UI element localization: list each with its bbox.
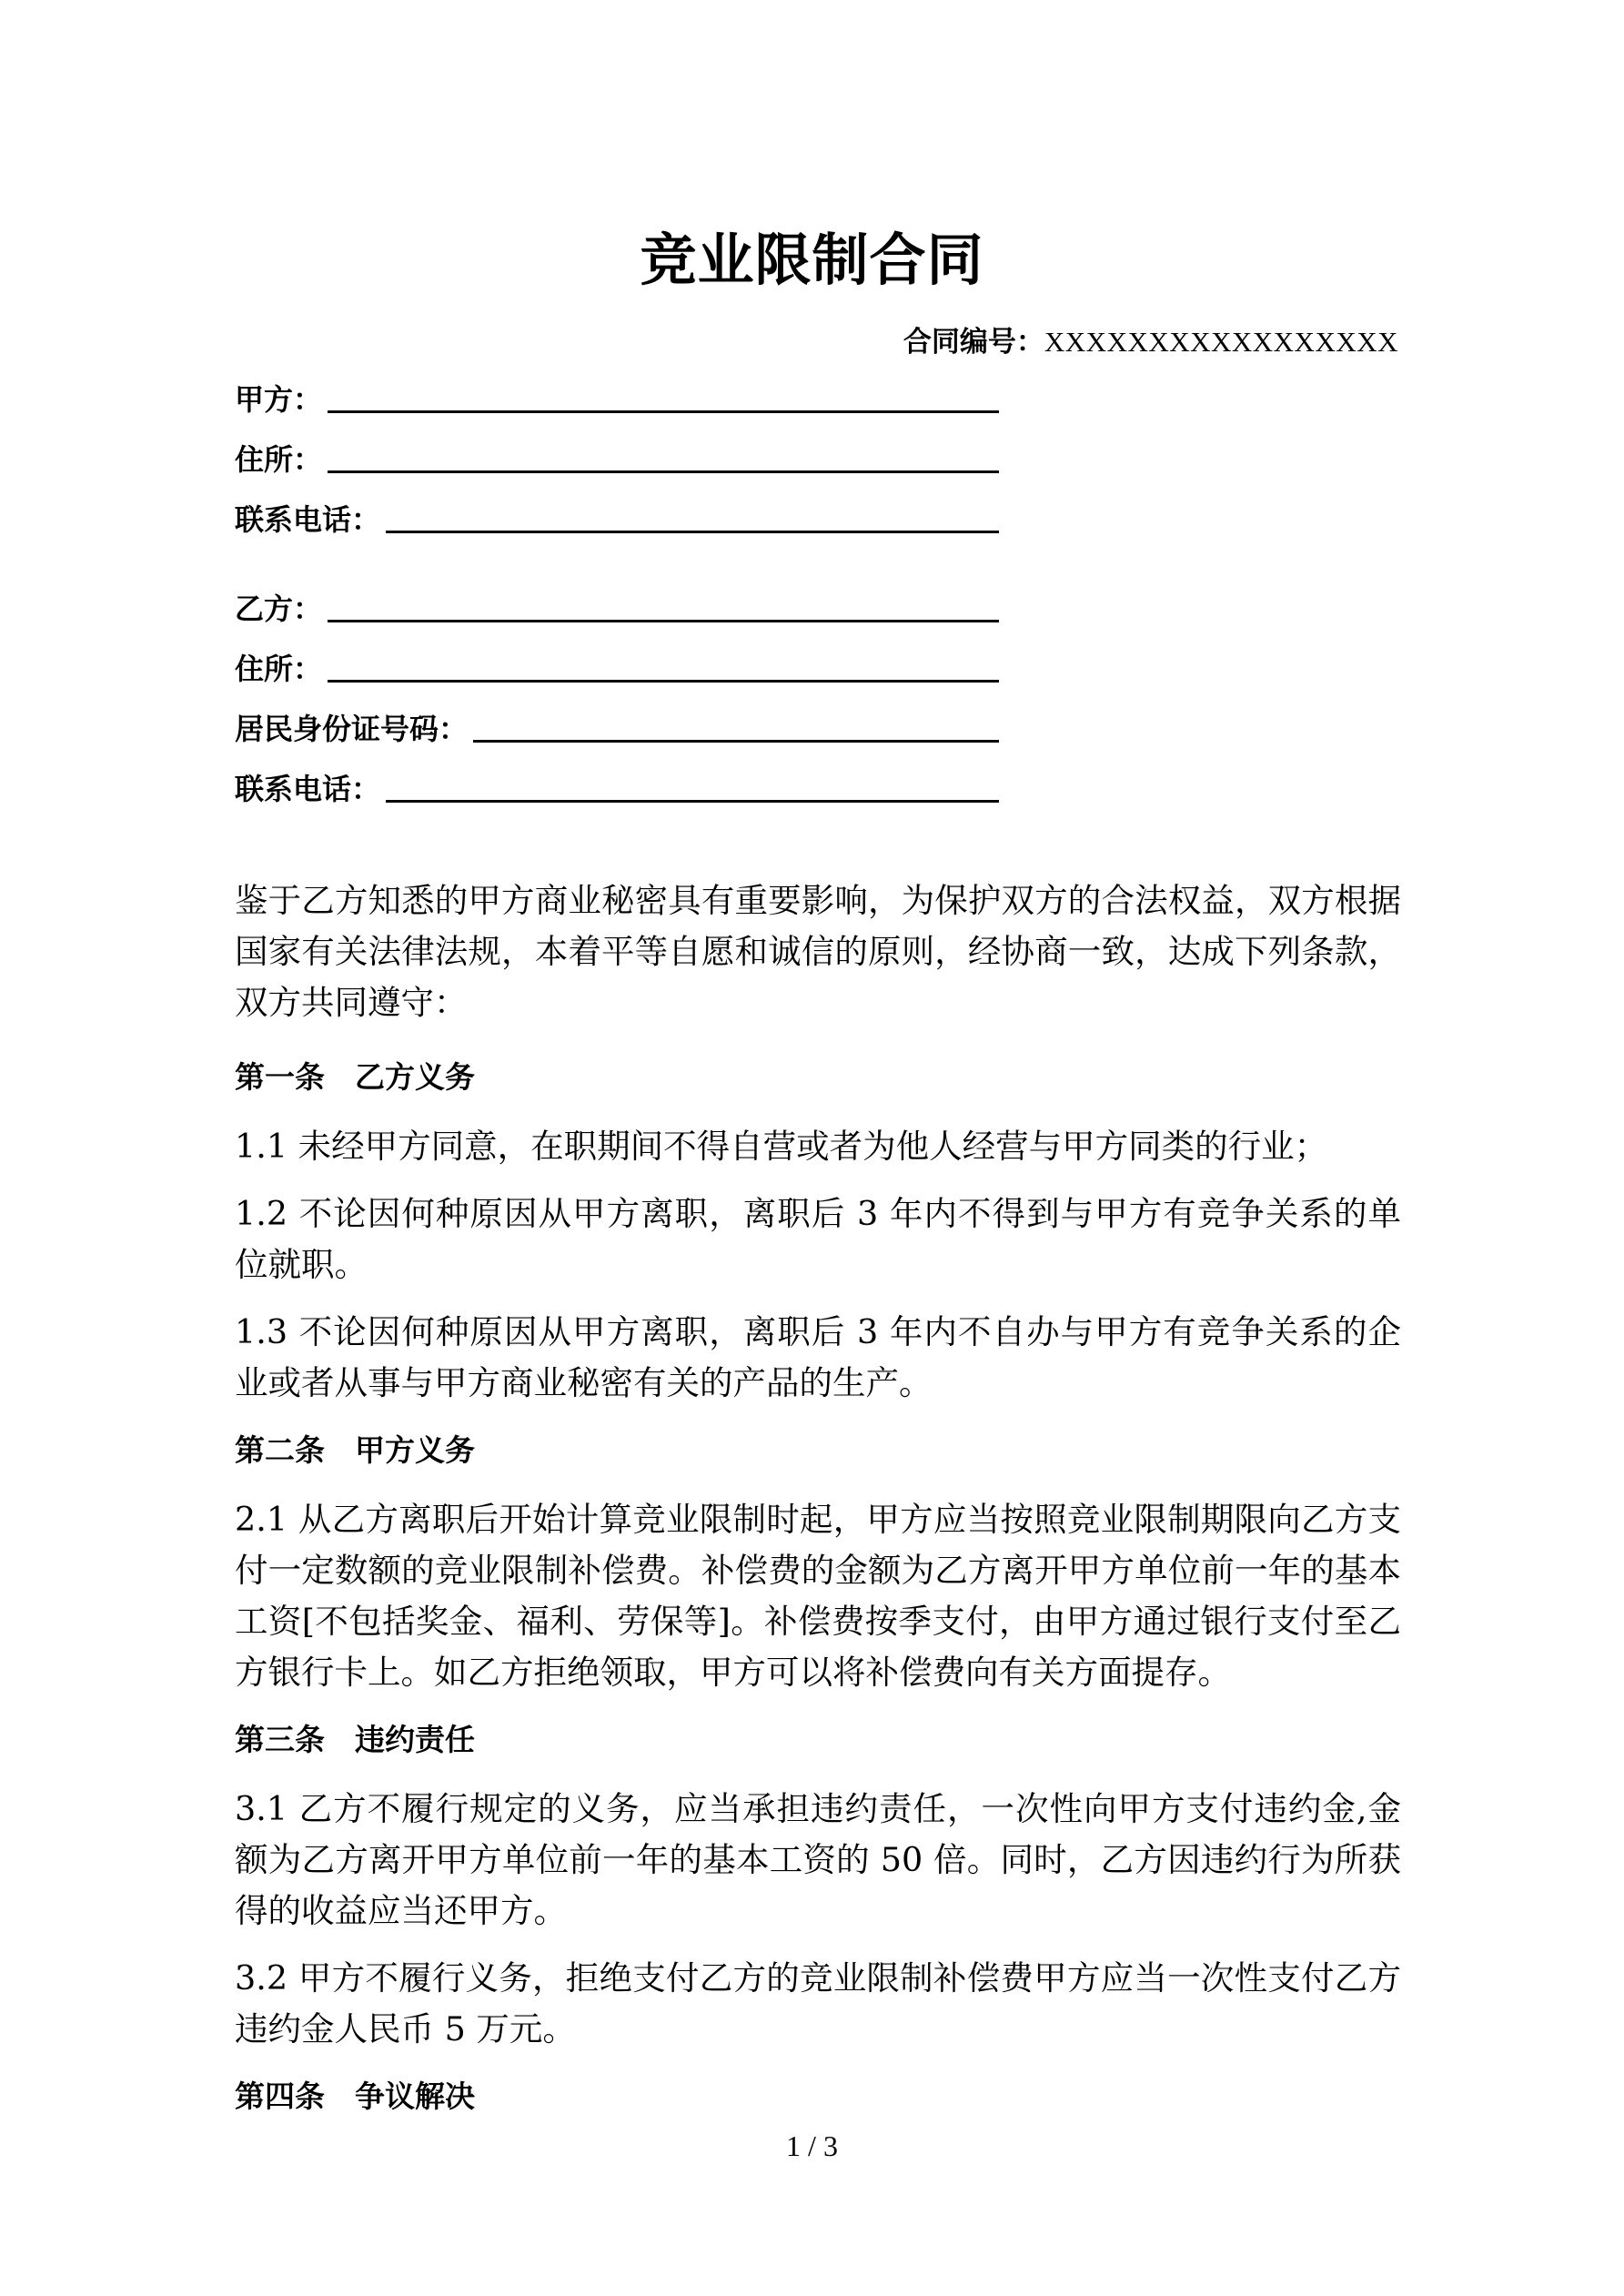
contract-body xyxy=(235,875,1401,2140)
page-indicator: 1 / 3 xyxy=(786,2129,838,2162)
blank-line[interactable] xyxy=(386,530,999,533)
party-a-section xyxy=(235,364,999,544)
clause: 1.3 不论因何种原因从甲方离职，离职后 3 年内不自办与甲方有竞争关系的企业或者从事与甲方商业秘密有关的产品的生产。 xyxy=(235,1312,1401,1402)
party-b-id-number-field[interactable] xyxy=(235,693,999,754)
party-b-section xyxy=(235,573,999,814)
blank-line[interactable] xyxy=(328,410,999,413)
blank-line[interactable] xyxy=(473,739,999,743)
party-a-phone-field[interactable] xyxy=(235,484,999,544)
article-heading: 第二条 甲方义务 xyxy=(235,1432,475,1468)
clause: 3.1 乙方不履行规定的义务，应当承担违约责任，一次性向甲方支付违约金,金额为乙方离开甲方单位前一年的基本工资的 50 倍。同时，乙方因违约行为所获得的收益应当还甲方。 xyxy=(235,1789,1401,1930)
article-heading: 第一条 乙方义务 xyxy=(235,1059,475,1095)
clause: 1.1 未经甲方同意，在职期间不得自营或者为他人经营与甲方同类的行业； xyxy=(235,1127,1328,1166)
field-label: 甲方： xyxy=(235,382,323,417)
document-title: 竞业限制合同 xyxy=(640,227,984,293)
field-label: 住所： xyxy=(235,442,323,477)
clause: 2.1 从乙方离职后开始计算竞业限制时起，甲方应当按照竞业限制期限向乙方支付一定数额的竞业限制补偿费。补偿费的金额为乙方离开甲方单位前一年的基本工资[不包括奖金、福利、劳保等]。补偿费按季支付，由甲方通过银行支付至乙方银行卡上。如乙方拒绝领取，甲方可以将补偿费向有关方面提存。 xyxy=(235,1500,1401,1692)
article-heading: 第四条 争议解决 xyxy=(235,2079,475,2114)
field-label: 乙方： xyxy=(235,592,323,626)
field-label: 住所： xyxy=(235,652,323,686)
contract-number-value: XXXXXXXXXXXXXXXXX xyxy=(1044,326,1398,358)
blank-line[interactable] xyxy=(386,799,999,803)
clause: 1.2 不论因何种原因从甲方离职，离职后 3 年内不得到与甲方有竞争关系的单位就职。 xyxy=(235,1194,1401,1284)
preamble: 鉴于乙方知悉的甲方商业秘密具有重要影响，为保护双方的合法权益，双方根据国家有关法律法规，本着平等自愿和诚信的原则，经协商一致，达成下列条款，双方共同遵守： xyxy=(235,881,1401,1022)
blank-line[interactable] xyxy=(328,679,999,683)
party-b-phone-field[interactable] xyxy=(235,754,999,814)
contract-number-label: 合同编号： xyxy=(903,326,1044,359)
blank-line[interactable] xyxy=(328,619,999,622)
party-b-name-field[interactable] xyxy=(235,573,999,633)
blank-line[interactable] xyxy=(328,470,999,473)
field-label: 联系电话： xyxy=(235,772,381,806)
article-heading: 第三条 违约责任 xyxy=(235,1722,475,1757)
party-a-address-field[interactable] xyxy=(235,424,999,484)
clause: 3.2 甲方不履行义务，拒绝支付乙方的竞业限制补偿费甲方应当一次性支付乙方违约金人民币 5 万元。 xyxy=(235,1958,1401,2048)
party-a-name-field[interactable] xyxy=(235,364,999,424)
contract-number xyxy=(903,319,1398,359)
party-b-address-field[interactable] xyxy=(235,633,999,693)
field-label: 居民身份证号码： xyxy=(235,712,469,746)
field-label: 联系电话： xyxy=(235,502,381,537)
